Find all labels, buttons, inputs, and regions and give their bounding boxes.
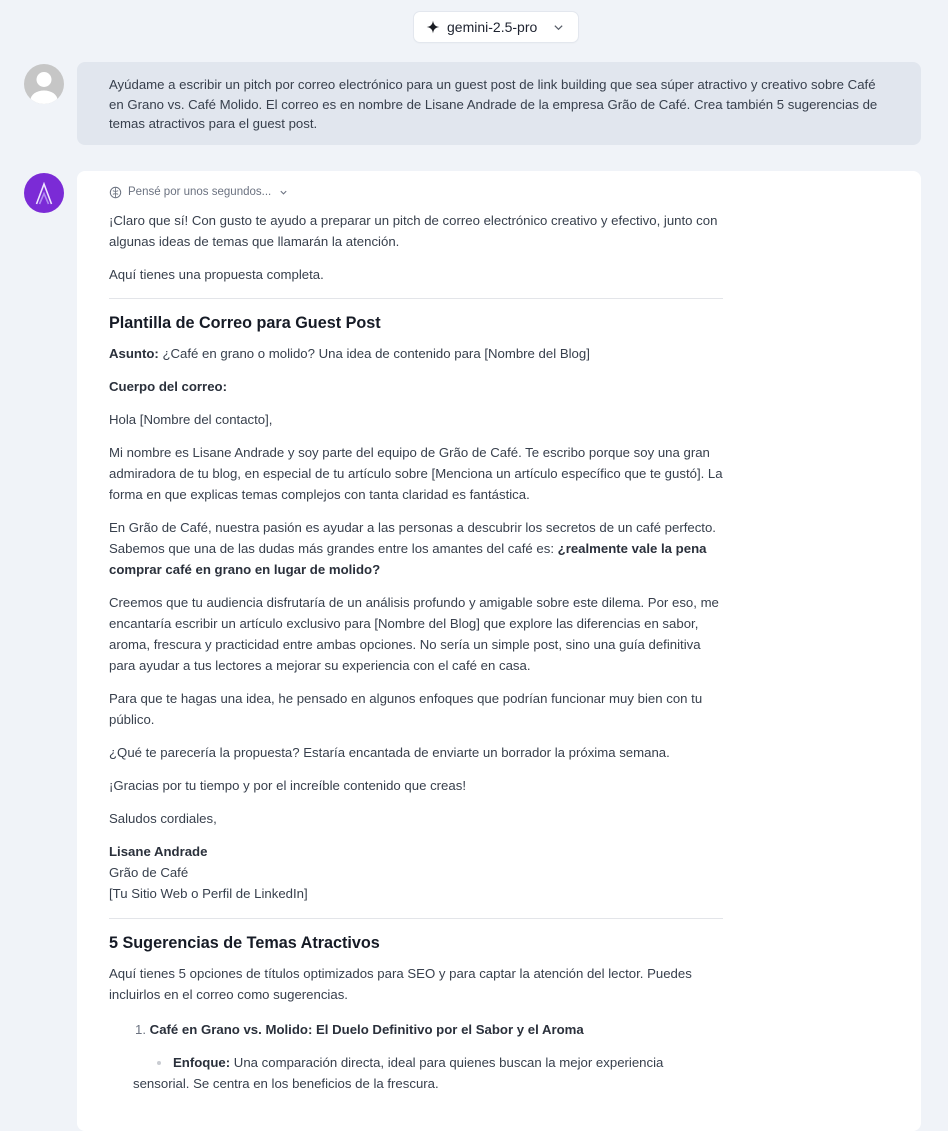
thinking-toggle[interactable] — [109, 184, 723, 200]
email-paragraph-2 — [109, 517, 723, 580]
section-title-topics: 5 Sugerencias de Temas Atractivos — [109, 934, 380, 952]
chevron-down-icon — [279, 188, 288, 197]
email-greeting: Hola [Nombre del contacto], — [109, 412, 273, 427]
section-title-email-template: Plantilla de Correo para Guest Post — [109, 314, 381, 332]
email-closing: Saludos cordiales, — [109, 811, 217, 826]
thinking-label: Pensé por unos segundos... — [128, 185, 272, 198]
user-avatar-icon — [24, 64, 64, 104]
topic-item — [135, 1019, 723, 1094]
email-paragraph-2-bold: ¿realmente vale la pena comprar café en grano en lugar de molido? — [109, 541, 707, 577]
brain-icon — [109, 186, 122, 199]
intro-paragraph-2: Aquí tienes una propuesta completa. — [109, 267, 324, 282]
topic-focus — [133, 1052, 723, 1094]
topic-number: 1. — [135, 1022, 146, 1037]
assistant-message — [77, 171, 921, 1131]
chevron-down-icon — [553, 22, 564, 33]
topics-intro: Aquí tienes 5 opciones de títulos optimizados para SEO y para captar la atención del lector. Puedes incluirlos en el correo como sugerencias. — [109, 966, 692, 1002]
user-message-text: Ayúdame a escribir un pitch por correo electrónico para un guest post de link building que sea súper atractivo y creativo sobre Café en Grano vs. Café Molido. El correo es en nombre de Lisane Andrade de la empresa Grão de Café. Crea también 5 sugerencias de temas atractivos para el guest post. — [109, 77, 878, 131]
signature-name: Lisane Andrade — [109, 844, 208, 859]
bullet-icon — [157, 1061, 161, 1065]
email-paragraph-2-text: En Grão de Café, nuestra pasión es ayudar a las personas a descubrir los secretos de un café perfecto. Sabemos que una de las dudas más grandes entre los amantes del café es: — [109, 520, 716, 556]
focus-text: Una comparación directa, ideal para quienes buscan la mejor experiencia sensorial. Se centra en los beneficios de la frescura. — [133, 1055, 664, 1091]
email-paragraph-6: ¡Gracias por tu tiempo y por el increíble contenido que creas! — [109, 778, 466, 793]
email-paragraph-5: ¿Qué te parecería la propuesta? Estaría encantada de enviarte un borrador la próxima semana. — [109, 745, 670, 760]
topics-list — [135, 1019, 723, 1094]
body-label: Cuerpo del correo: — [109, 379, 227, 394]
subject-value: ¿Café en grano o molido? Una idea de contenido para [Nombre del Blog] — [158, 346, 590, 361]
divider — [109, 298, 723, 299]
subject-label: Asunto: — [109, 346, 159, 361]
email-body-label — [109, 376, 723, 397]
focus-label: Enfoque: — [173, 1055, 231, 1070]
signature-company: Grão de Café — [109, 865, 189, 880]
email-subject — [109, 343, 723, 364]
email-signature — [109, 841, 723, 904]
model-name: gemini-2.5-pro — [447, 19, 538, 35]
assistant-logo-icon — [24, 173, 64, 213]
email-paragraph-4: Para que te hagas una idea, he pensado en algunos enfoques que podrían funcionar muy bien con tu público. — [109, 691, 703, 727]
email-paragraph-3: Creemos que tu audiencia disfrutaría de un análisis profundo y amigable sobre este dilema. Por eso, me encantaría escribir un artículo exclusivo para [Nombre del Blog] que explore las diferencias en sabor, aroma, frescura y practicidad entre ambas opciones. No sería un simple post, sino una guía definitiva para ayudar a tus lectores a mejorar su experiencia con el café en casa. — [109, 595, 719, 673]
topic-title: Café en Grano vs. Molido: El Duelo Definitivo por el Sabor y el Aroma — [149, 1022, 584, 1037]
intro-paragraph: ¡Claro que sí! Con gusto te ayudo a preparar un pitch de correo electrónico creativo y efectivo, junto con algunas ideas de temas que llamarán la atención. — [109, 213, 718, 249]
model-selector-button[interactable] — [413, 11, 579, 43]
email-paragraph-1: Mi nombre es Lisane Andrade y soy parte del equipo de Grão de Café. Te escribo porque soy una gran admiradora de tu blog, en especial de tu artículo sobre [Menciona un artículo específico que te gustó]. La forma en que explicas temas complejos con tanta claridad es fantástica. — [109, 445, 723, 502]
user-message — [77, 62, 921, 145]
divider — [109, 918, 723, 919]
signature-link: [Tu Sitio Web o Perfil de LinkedIn] — [109, 886, 308, 901]
sparkle-icon — [426, 20, 440, 34]
